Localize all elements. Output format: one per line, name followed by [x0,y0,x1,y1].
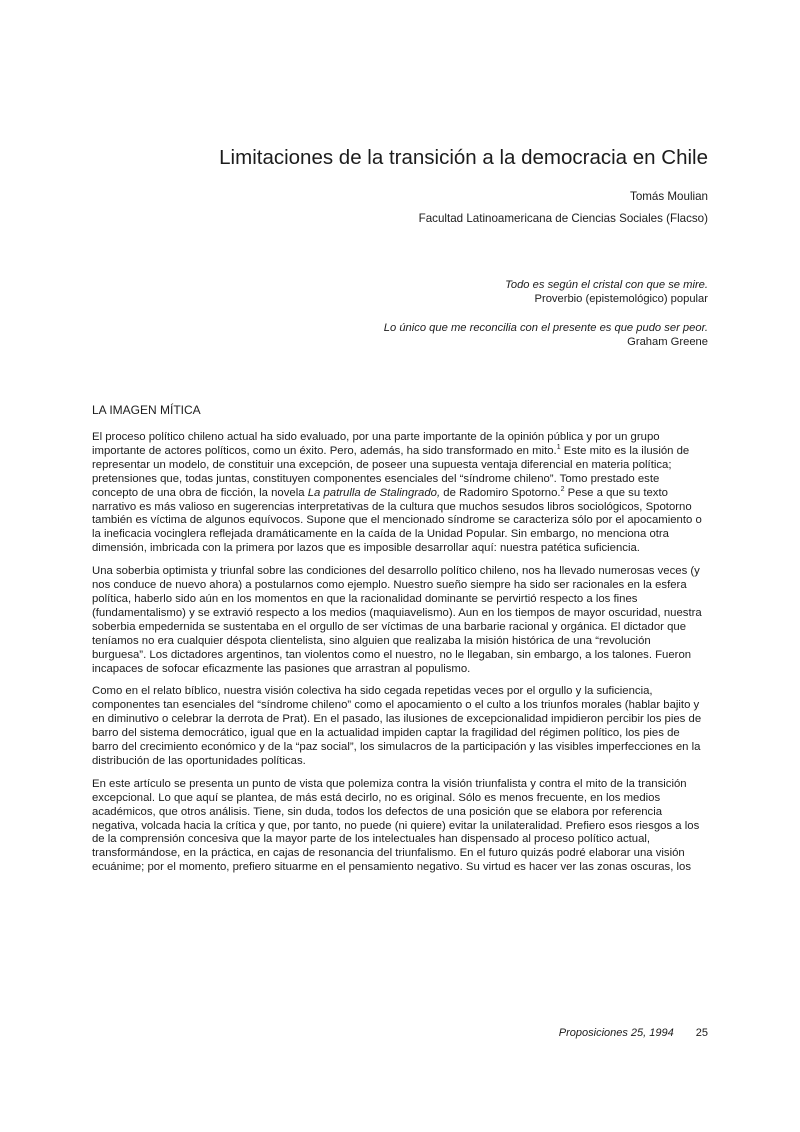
epigraph [92,278,708,306]
epigraph-source: Graham Greene [627,336,708,348]
journal-citation: Proposiciones 25, 1994 [558,1027,674,1039]
footnote-ref[interactable]: 2 [560,485,565,493]
section-heading: LA IMAGEN MÍTICA [92,403,201,417]
author-affiliation: Facultad Latinoamericana de Ciencias Sociales (Flacso) [418,212,708,225]
epigraph-quote: Lo único que me reconcilia con el presente es que pudo ser peor. [383,322,708,334]
epigraph-quote: Todo es según el cristal con que se mire. [505,279,708,291]
footnote-ref[interactable]: 1 [556,444,561,452]
page-footer [92,1026,708,1040]
body-paragraph: Como en el relato bíblico, nuestra visión colectiva ha sido cegada repetidas veces por el orgullo y la suficiencia, componentes tan esenciales del “síndrome chileno” como el apocamiento o el culto a los triunfos morales (hablar bajito y en diminutivo o celebrar la derrota de Prat). En el pasado, las ilusiones de excepcionalidad impidieron percibir los pies de barro del sistema democrático, igual que en la actualidad impiden captar la fragilidad del régimen político, los pies de barro del crecimiento económico y de la “paz social”, los simulacros de la participación y las visibles imperfecciones en la distribución de las oportunidades políticas. [92,685,702,767]
epigraph-source: Proverbio (epistemológico) popular [534,293,708,305]
article-body [92,431,708,884]
body-paragraph: En este artículo se presenta un punto de vista que polemiza contra la visión triunfalista y contra el mito de la transición excepcional. Lo que aquí se plantea, de más está decirlo, no es original. Sólo es menos frecuente, en los medios académicos, que otros análisis. Tiene, sin duda, todos los defectos de una posición que se elabora por referencia negativa, volcada hacia la crítica y que, por tanto, no puede (ni quiere) evitar la unilateralidad. Prefiero esos riesgos a los de la comprensión concesiva que la mayor parte de los intelectuales han dispensado al proceso político actual, transformándose, en la práctica, en cajas de resonancia del triunfalismo. En el futuro quizás podré elaborar una visión ecuánime; por el momento, prefiero situarme en el pensamiento negativo. Su virtud es hacer ver las zonas oscuras, los [92,777,700,874]
epigraph [92,321,708,349]
body-paragraph: El proceso político chileno actual ha sido evaluado, por una parte importante de la opinión pública y por un grupo importante de actores políticos, como un éxito. Pero, además, ha sido transformado en mito.$^1$ Este mito es la ilusión de representar un modelo, de constituir una excepción, de poseer una supuesta ventaja diferencial en materia política; pretensiones que, todas juntas, constituyen componentes esenciales del “síndrome chileno”. Tomo prestado este concepto de una obra de ficción, la novela La patrulla de Stalingrado, de Radomiro Spotorno.$^2$ Pese a que su texto narrativo es más valioso en sugerencias interpretativas de la cultura que muchos sesudos libros sociológicos, Spotorno también es víctima de algunos equívocos. Supone que el mencionado síndrome se caracteriza sólo por el apocamiento o la ineficacia vocinglera reflejada dramáticamente en la caída de la Unidad Popular. Sin embargo, no menciona otra dimensión, imbricada con la primera por lazos que es imposible desarrollar aquí: nuestra patética suficiencia. [92,431,702,555]
book-title: La patrulla de Stalingrado, [307,486,441,499]
page-number: 25 [695,1027,708,1039]
article-title: Limitaciones de la transición a la democracia en Chile [219,146,708,169]
body-paragraph: Una soberbia optimista y triunfal sobre las condiciones del desarrollo político chileno, nos ha llevado numerosas veces (y nos conduce de nuevo ahora) a postularnos como ejemplo. Nuestro sueño siempre ha sido ser racionales en la esfera política, haberlo sido aún en los momentos en que la racionalidad dominante se pervirtió respecto a los fines (fundamentalismo) y se extravió respecto a los medios (maquiavelismo). Aun en los tiempos de mayor oscuridad, nuestra soberbia empedernida se sustentaba en el orgullo de ser víctimas de una barbarie racional y orgánica. El dictador que teníamos no era cualquier déspota clientelista, sino alguien que realizaba la misión histórica de una “revolución burguesa”. Los dictadores argentinos, tan violentos como el nuestro, no le llegaban, sin embargo, a los talones. Fueron incapaces de sofocar eficazmente las pasiones que arrastran al populismo. [92,565,702,675]
author-name: Tomás Moulian [630,190,708,203]
